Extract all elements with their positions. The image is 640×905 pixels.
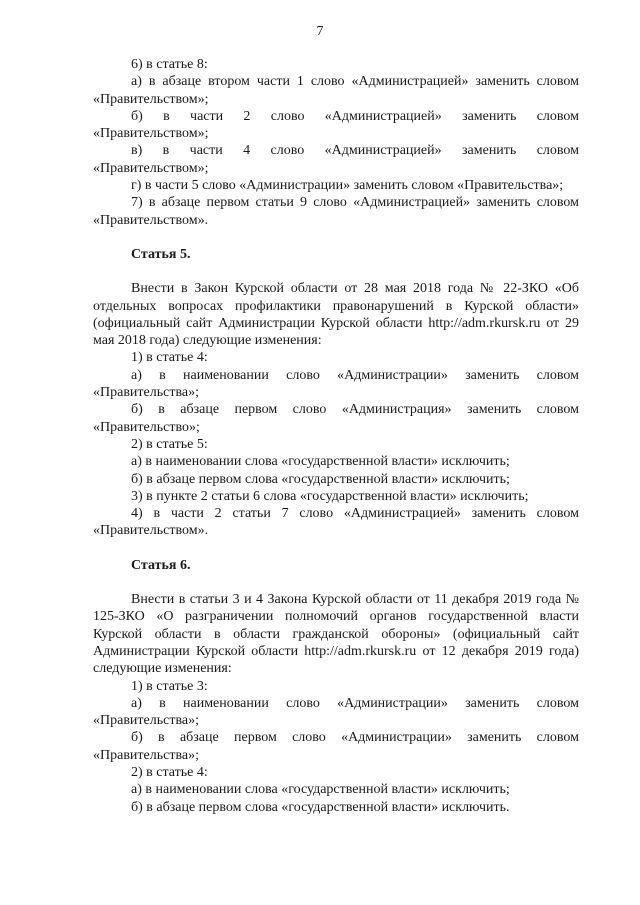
list-item: б) в абзаце первом слово «Администрации» заменить словом «Правительства»; [93, 730, 579, 763]
list-item: 2) в статье 4: [131, 764, 208, 780]
list-item: 2) в статье 5: [131, 436, 208, 452]
article-6-heading: Статья 6. [131, 557, 191, 573]
list-item: б) в абзаце первом слова «государственной власти» исключить. [131, 799, 510, 815]
article-6-intro: Внести в статьи 3 и 4 Закона Курской области от 11 декабря 2019 года № 125-ЗКО «О разграничении полномочий органов государственной власти Курской области в области гражданской обороны» (официальный сайт Администрации Курской области http://adm.rkursk.ru от 12 декабря 2019 года) следующие изменения: [93, 592, 579, 677]
list-item: а) в наименовании слово «Администрации» заменить словом «Правительства»; [93, 367, 579, 401]
list-item: б) в абзаце первом слово «Администрация» заменить словом «Правительство»; [93, 402, 579, 435]
list-item: а) в наименовании слова «государственной власти» исключить; [131, 454, 510, 470]
list-item: в) в части 4 слово «Администрацией» заменить словом «Правительством»; [93, 143, 579, 176]
article-5-heading: Статья 5. [131, 246, 191, 262]
list-item: 6) в статье 8: [131, 57, 208, 72]
list-item: б) в части 2 слово «Администрацией» заменить словом «Правительством»; [93, 108, 579, 142]
list-item: 1) в статье 4: [131, 350, 208, 366]
list-item: 3) в пункте 2 статьи 6 слова «государственной власти» исключить; [131, 488, 529, 504]
list-item: 7) в абзаце первом статьи 9 слово «Администрацией» заменить словом «Правительством». [93, 195, 579, 228]
list-item: а) в наименовании слова «государственной власти» исключить; [131, 782, 510, 798]
list-item: б) в абзаце первом слова «государственной власти» исключить; [131, 471, 510, 487]
list-item: 1) в статье 3: [131, 678, 208, 694]
page-number: 7 [316, 24, 324, 39]
list-item: а) в абзаце втором части 1 слово «Администрацией» заменить словом «Правительством»; [93, 74, 579, 107]
list-item: а) в наименовании слово «Администрации» заменить словом «Правительства»; [93, 695, 579, 729]
article-5-intro: Внести в Закон Курской области от 28 мая 2018 года № 22-ЗКО «Об отдельных вопросах профилактики правонарушений в Курской области» (официальный сайт Администрации Курской области http://adm.rkursk.ru от 29 мая 2018 года) следующие изменения: [93, 281, 579, 349]
list-item: 4) в части 2 статьи 7 слово «Администрацией» заменить словом «Правительством». [93, 506, 579, 539]
document-body [93, 56, 579, 816]
list-item: г) в части 5 слово «Администрации» заменить словом «Правительства»; [131, 178, 564, 194]
